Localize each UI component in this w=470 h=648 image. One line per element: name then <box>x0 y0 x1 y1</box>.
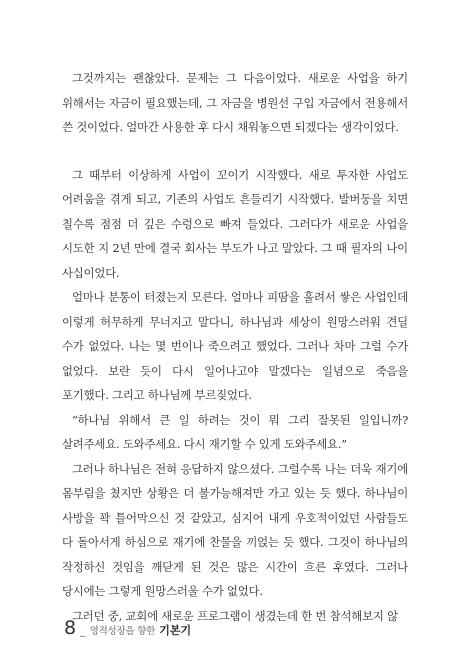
paragraph-4-prayer-quote: “하나님 위해서 큰 일 하려는 것이 뭐 그리 잘못된 일입니까? 살려주세요. 도와주세요. 다시 재기할 수 있게 도와주세요.” <box>62 412 408 451</box>
paragraph-1: 그것까지는 괜찮았다. 문제는 그 다음이었다. 새로운 사업을 하기 위해서는 자금이 필요했는데, 그 자금을 병원선 구입 자금에서 전용해서 쓴 것이었다. 얼마간 사용한 후 다시 채워놓으면 되겠다는 생각이었다. <box>62 71 408 134</box>
page-number: 8 <box>64 617 77 639</box>
footer-separator: _ <box>80 624 86 637</box>
running-title: 영적성장을 향한 <box>89 626 156 637</box>
paragraph-3: 얼마나 분통이 터졌는지 모른다. 얼마나 피땀을 흘려서 쌓은 사업인데 이렇게 허무하게 무너지고 말다니, 하나님과 세상이 원망스러워 견딜 수가 없었다. 나는 몇 번이나 죽으려고 했었다. 그러나 차마 그럴 수가 없었다. 보란 듯이 다시 일어나고야 말겠다는 일념으로 죽음을 포기했다. 그리고 하나님께 부르짖었다. <box>62 290 408 402</box>
page-footer <box>64 617 191 639</box>
paragraph-5: 그러나 하나님은 전혀 응답하지 않으셨다. 그럴수록 나는 더욱 재기에 몸부림을 쳤지만 상황은 더 불가능해져만 가고 있는 듯 했다. 하나님이 사방을 꽉 틀어막으신 것 같았고, 심지어 내게 우호적이었던 사람들도 다 돌아서게 하심으로 재기에 찬물을 끼얹는 듯 했다. 그것이 하나님의 작정하신 것임을 깨닫게 된 것은 많은 시간이 흐른 후였다. 그러나 당시에는 그렇게 원망스러울 수가 없었다. <box>62 461 408 598</box>
paragraph-2: 그 때부터 이상하게 사업이 꼬이기 시작했다. 새로 투자한 사업도 어려움을 겪게 되고, 기존의 사업도 흔들리기 시작했다. 발버둥을 치면 칠수록 점점 더 깊은 수렁으로 빠져 들었다. 그러다가 새로운 사업을 시도한 지 2년 만에 결국 회사는 부도가 나고 말았다. 그 때 필자의 나이 사십이었다. <box>62 167 408 280</box>
body-text <box>62 66 408 628</box>
running-title-accent: 기본기 <box>159 624 192 637</box>
paragraph-6: 그러던 중, 교회에 새로운 프로그램이 생겼는데 한 번 참석해보지 않 <box>72 608 398 623</box>
